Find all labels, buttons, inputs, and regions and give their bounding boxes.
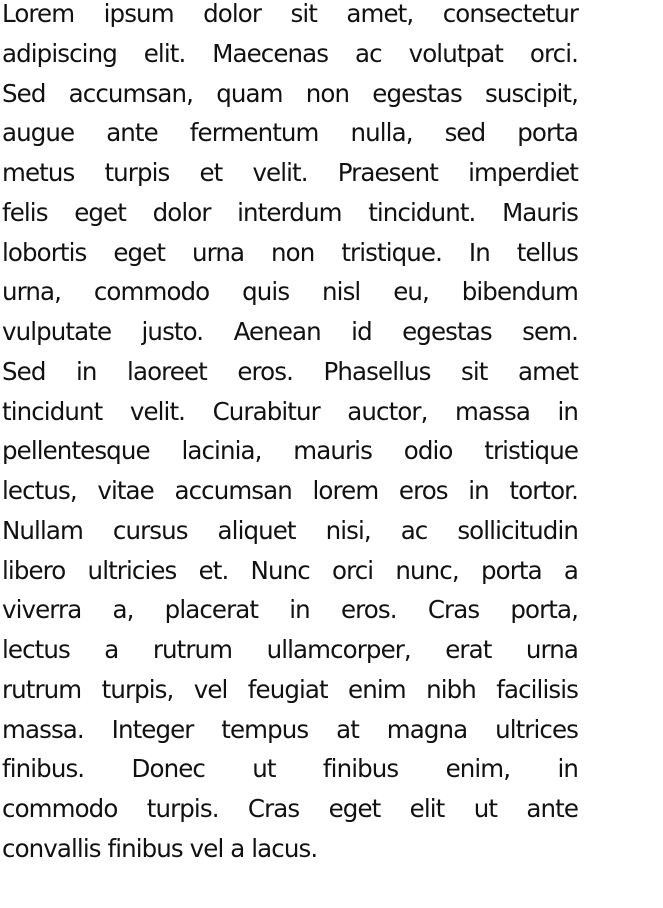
paragraph-line: metus turpis et velit. Praesent imperdiet <box>2 158 578 187</box>
paragraph-line: urna, commodo quis nisl eu, bibendum <box>2 277 578 307</box>
paragraph-line: rutrum turpis, vel feugiat enim nibh facilisis <box>2 674 578 704</box>
paragraph-line: lobortis eget urna non tristique. In tellus <box>2 237 578 267</box>
paragraph-line: viverra a, placerat in eros. Cras porta, <box>2 595 578 625</box>
paragraph-line: felis eget dolor interdum tincidunt. Mauris <box>2 197 578 227</box>
paragraph-line: lectus a rutrum ullamcorper, erat urna <box>2 635 578 664</box>
paragraph-line: Sed accumsan, quam non egestas suscipit, <box>2 78 578 108</box>
paragraph-line: convallis finibus vel a lacus. <box>2 833 318 863</box>
paragraph-line: augue ante fermentum nulla, sed porta <box>2 118 578 148</box>
paragraph-line: tincidunt velit. Curabitur auctor, massa in <box>2 396 578 426</box>
body-paragraph <box>2 0 578 869</box>
paragraph-line: lectus, vitae accumsan lorem eros in tortor. <box>2 476 578 505</box>
paragraph-line: vulputate justo. Aenean id egestas sem. <box>2 317 578 346</box>
paragraph-line: adipiscing elit. Maecenas ac volutpat orci. <box>2 38 578 68</box>
paragraph-line: Lorem ipsum dolor sit amet, consectetur <box>2 0 578 28</box>
paragraph-line: pellentesque lacinia, mauris odio tristique <box>2 436 578 466</box>
paragraph-line: massa. Integer tempus at magna ultrices <box>2 714 578 744</box>
paragraph-line: Sed in laoreet eros. Phasellus sit amet <box>2 356 578 386</box>
paragraph-line: finibus. Donec ut finibus enim, in <box>2 754 578 784</box>
paragraph-line: libero ultricies et. Nunc orci nunc, porta a <box>2 555 578 585</box>
paragraph-line: Nullam cursus aliquet nisi, ac sollicitudin <box>2 515 578 545</box>
paragraph-line: commodo turpis. Cras eget elit ut ante <box>2 794 578 823</box>
